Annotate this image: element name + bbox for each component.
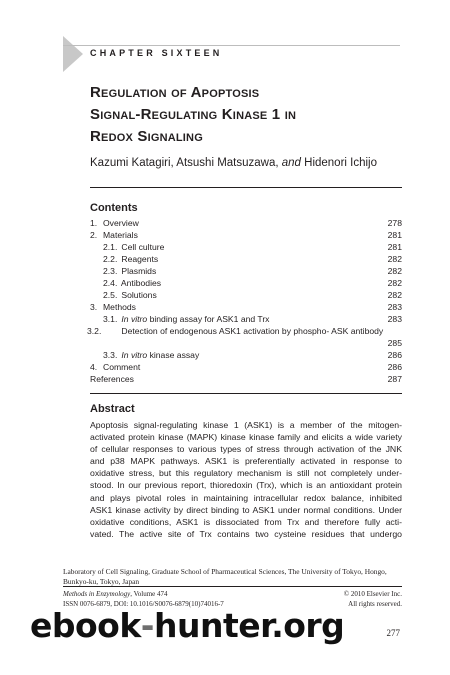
watermark [30,606,344,646]
toc-label: binding assay for ASK1 and Trx [147,314,270,324]
toc-page: 285 [387,338,402,348]
toc-number: 2. [90,230,98,240]
toc-entry[interactable] [90,349,402,361]
toc-page: 283 [387,302,402,312]
authors [90,157,377,169]
chapter-title [90,82,390,148]
toc-number: 2.4. [103,278,118,288]
chapter-rule [63,45,400,46]
toc-entry[interactable] [90,229,402,241]
toc-label: Comment [103,362,141,372]
abstract-body [90,419,402,540]
chapter-arrow-decoration [63,36,83,72]
toc-label: References [90,374,134,384]
toc-label-italic: In vitro [121,350,148,360]
toc-entry[interactable] [90,289,402,301]
page-number: 277 [386,628,400,638]
watermark-part: hunter.org [154,606,345,645]
toc-page: 282 [387,290,402,300]
toc-entry[interactable] [90,253,402,265]
abstract-line: oxidative stress, but this regulatory mechanism is still not completely under- [90,468,402,479]
author-last: Hidenori Ichijo [300,157,378,169]
toc-entry[interactable] [90,277,402,289]
watermark-dash: - [140,606,154,645]
toc-page: 286 [387,362,402,372]
table-of-contents [87,217,402,385]
toc-number: 2.2. [103,254,118,264]
toc-number: 2.5. [103,290,118,300]
toc-number: 2.3. [103,266,118,276]
toc-label: Detection of endogenous ASK1 activation by phospho- ASK antibody [121,326,384,336]
author-names: Kazumi Katagiri, Atsushi Matsuzawa, [90,157,282,169]
title-line: Redox Signaling [90,128,203,145]
rights: All rights reserved. [348,599,402,608]
abstract-line: stood. In our previous report, thioredoxin (Trx), which is an antioxidant protein [90,480,402,491]
watermark-part: ebook [30,606,141,645]
toc-page: 286 [387,350,402,360]
toc-label-italic: In vitro [121,314,148,324]
toc-label: Plasmids [121,266,157,276]
abstract-line: oxidative conditions, ASK1 is dissociated from Trx and therefore fully acti- [90,516,402,527]
toc-label: Materials [103,230,138,240]
abstract-line: Apoptosis signal-regulating kinase 1 (ASK1) is a member of the mitogen- [90,420,402,430]
abstract-heading: Abstract [90,403,135,415]
toc-page: 283 [387,314,402,324]
toc-label: Reagents [121,254,159,264]
abstract-line: and plays pivotal roles in maintaining intracellular redox balance, inhibited [90,492,402,503]
toc-number: 3.1. [103,314,118,324]
toc-label: Methods [103,302,136,312]
toc-entry[interactable] [90,313,402,325]
affiliation: Laboratory of Cell Signaling, Graduate School of Pharmaceutical Sciences, The University of Tokyo, Hongo, Bunkyo-ku, Tokyo, Japan [63,567,387,586]
abstract-line: ASK1 kinase activity by direct binding to ASK1 under normal conditions. Under [90,504,402,515]
authors-rule [90,187,402,188]
toc-entry[interactable] [90,361,402,373]
toc-number: 4. [90,362,98,372]
toc-number: 3.3. [103,350,118,360]
abstract-line: vated. The active site of Trx contains two cysteine residues that undergo [90,528,402,539]
abstract-line: of cellular responses to various types of stress through activation of the JNK [90,444,402,455]
toc-number: 1. [90,218,98,228]
toc-entry[interactable] [90,265,402,277]
toc-entry[interactable] [90,217,402,229]
toc-label: Cell culture [121,242,165,252]
toc-entry[interactable] [90,373,402,385]
footer-rule [63,586,402,587]
toc-entry[interactable] [90,301,402,313]
abstract-line: activated protein kinase (MAPK) kinase kinase family and elicits a wide variety [90,432,402,443]
toc-page: 282 [387,278,402,288]
toc-entry[interactable] [87,325,402,349]
copyright: © 2010 Elsevier Inc. [343,590,402,598]
toc-page: 278 [387,218,402,228]
toc-number: 2.1. [103,242,118,252]
toc-number: 3. [90,302,98,312]
toc-label: Overview [103,218,139,228]
title-line: Regulation of Apoptosis [90,84,260,101]
title-line: Signal-Regulating Kinase 1 in [90,106,297,123]
journal-info [63,590,168,600]
chapter-label: CHAPTER SIXTEEN [90,48,223,58]
toc-label: Antibodies [120,278,162,288]
journal-volume: , Volume 474 [130,590,168,598]
issn-doi: ISSN 0076-6879, DOI: 10.1016/S0076-6879(10)74016-7 [63,599,224,608]
contents-heading: Contents [90,202,138,214]
author-and: and [281,157,301,169]
toc-label: kinase assay [147,350,200,360]
toc-page: 282 [387,254,402,264]
toc-page: 281 [387,242,402,252]
toc-page: 281 [387,230,402,240]
toc-page: 287 [387,374,402,384]
toc-label: Solutions [121,290,157,300]
abstract-line: and p38 MAPK pathways. ASK1 is preferentially activated in response to [90,456,402,467]
toc-entry[interactable] [90,241,402,253]
journal-name: Methods in Enzymology [63,590,131,598]
toc-number: 3.2. [87,326,102,336]
contents-rule [90,393,402,394]
toc-page: 282 [387,266,402,276]
